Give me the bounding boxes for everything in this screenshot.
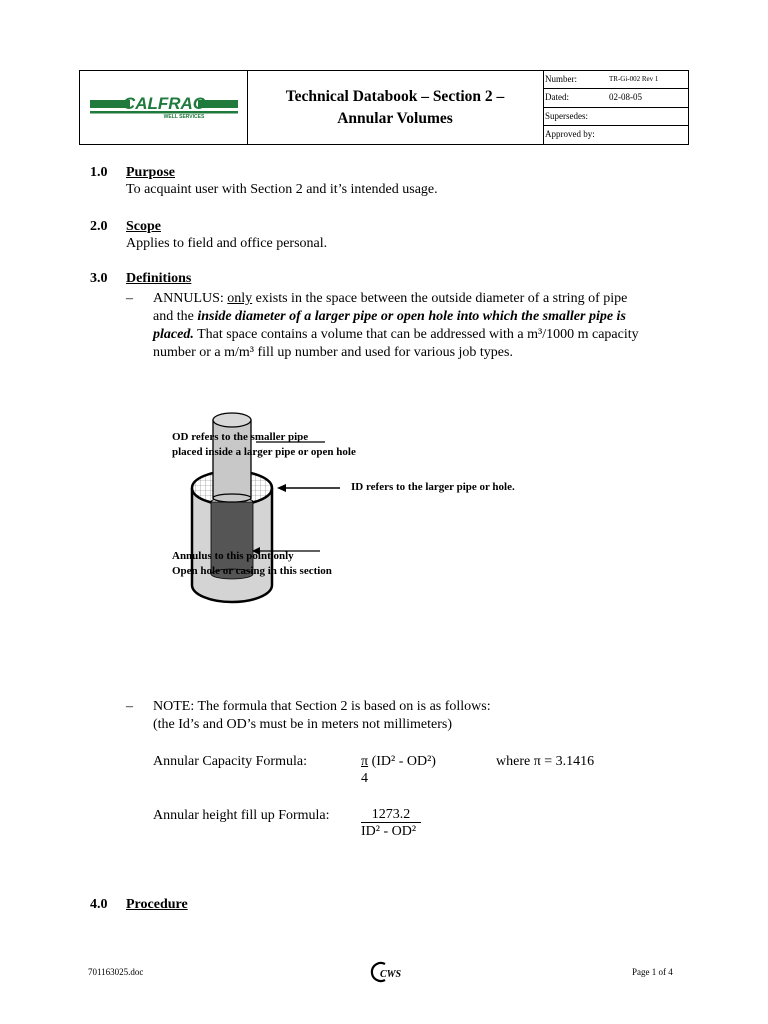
capacity-formula-denominator: 4 [361,771,368,786]
definition-line-4: number or a m/m³ fill up number and used for various job types. [153,345,513,360]
footer-logo [371,961,402,988]
calfrac-logo-icon [80,71,247,144]
section-4-number: 4.0 [90,897,108,912]
section-1-body: To acquaint user with Section 2 and it’s intended usage. [126,182,438,197]
definition-line-1: ANNULUS: only exists in the space between the outside diameter of a string of pipe [153,291,628,306]
footer-filename: 701163025.doc [88,967,144,977]
note-line-2: (the Id’s and OD’s must be in meters not millimeters) [153,717,453,732]
document-meta [543,71,688,144]
section-2-heading: Scope [126,219,161,234]
logo-subtext: WELL SERVICES [163,114,205,120]
meta-value: 02-08-05 [609,92,642,103]
pi-definition: where π = 3.1416 [496,754,595,769]
meta-row-number [543,71,688,89]
meta-key: Number: [545,74,577,84]
footer-page-number: Page 1 of 4 [632,967,673,977]
note-line-1: NOTE: The formula that Section 2 is based on is as follows: [153,699,491,714]
title-line-1: Technical Databook – Section 2 – [285,87,505,105]
company-logo [80,71,248,144]
capacity-formula-numerator: π (ID² - OD²) [361,754,436,769]
meta-key: Supersedes: [545,110,588,121]
fill-formula-numerator: 1273.2 [361,807,421,823]
logo-text: CALFRAC [122,94,206,113]
document-header [79,70,689,145]
capacity-formula-label: Annular Capacity Formula: [153,754,307,769]
fill-formula-denominator: ID² - OD² [361,824,417,839]
definition-line-2: and the inside diameter of a larger pipe or open hole into which the smaller pipe is [153,309,626,324]
fill-formula-label: Annular height fill up Formula: [153,808,330,823]
meta-row-supersedes [543,108,688,126]
title-line-2: Annular Volumes [337,109,453,127]
definition-bullet: – [126,291,133,306]
section-4-heading: Procedure [126,897,188,912]
section-3-heading: Definitions [126,271,192,286]
meta-row-approved [543,126,688,144]
section-3-number: 3.0 [90,271,108,286]
svg-text:CWS: CWS [380,969,402,980]
section-1-heading: Purpose [126,165,175,180]
section-2-body: Applies to field and office personal. [126,236,328,251]
meta-key: Dated: [545,92,569,103]
meta-row-dated [543,89,688,107]
document-title [247,71,544,144]
annulus-label: Annulus to this point only Open hole or casing in this section [172,550,332,577]
section-1-number: 1.0 [90,165,108,180]
meta-key: Approved by: [545,128,595,139]
id-label: ID refers to the larger pipe or hole. [351,481,515,493]
definition-line-3: placed. That space contains a volume that can be addressed with a m³/1000 m capacity [153,327,639,342]
cws-logo-icon [371,961,402,983]
od-label: OD refers to the smaller pipe placed inside a larger pipe or open hole [172,431,356,458]
note-bullet: – [126,699,133,714]
meta-value: TR-Gi-002 Rev 1 [609,75,659,83]
section-2-number: 2.0 [90,219,108,234]
